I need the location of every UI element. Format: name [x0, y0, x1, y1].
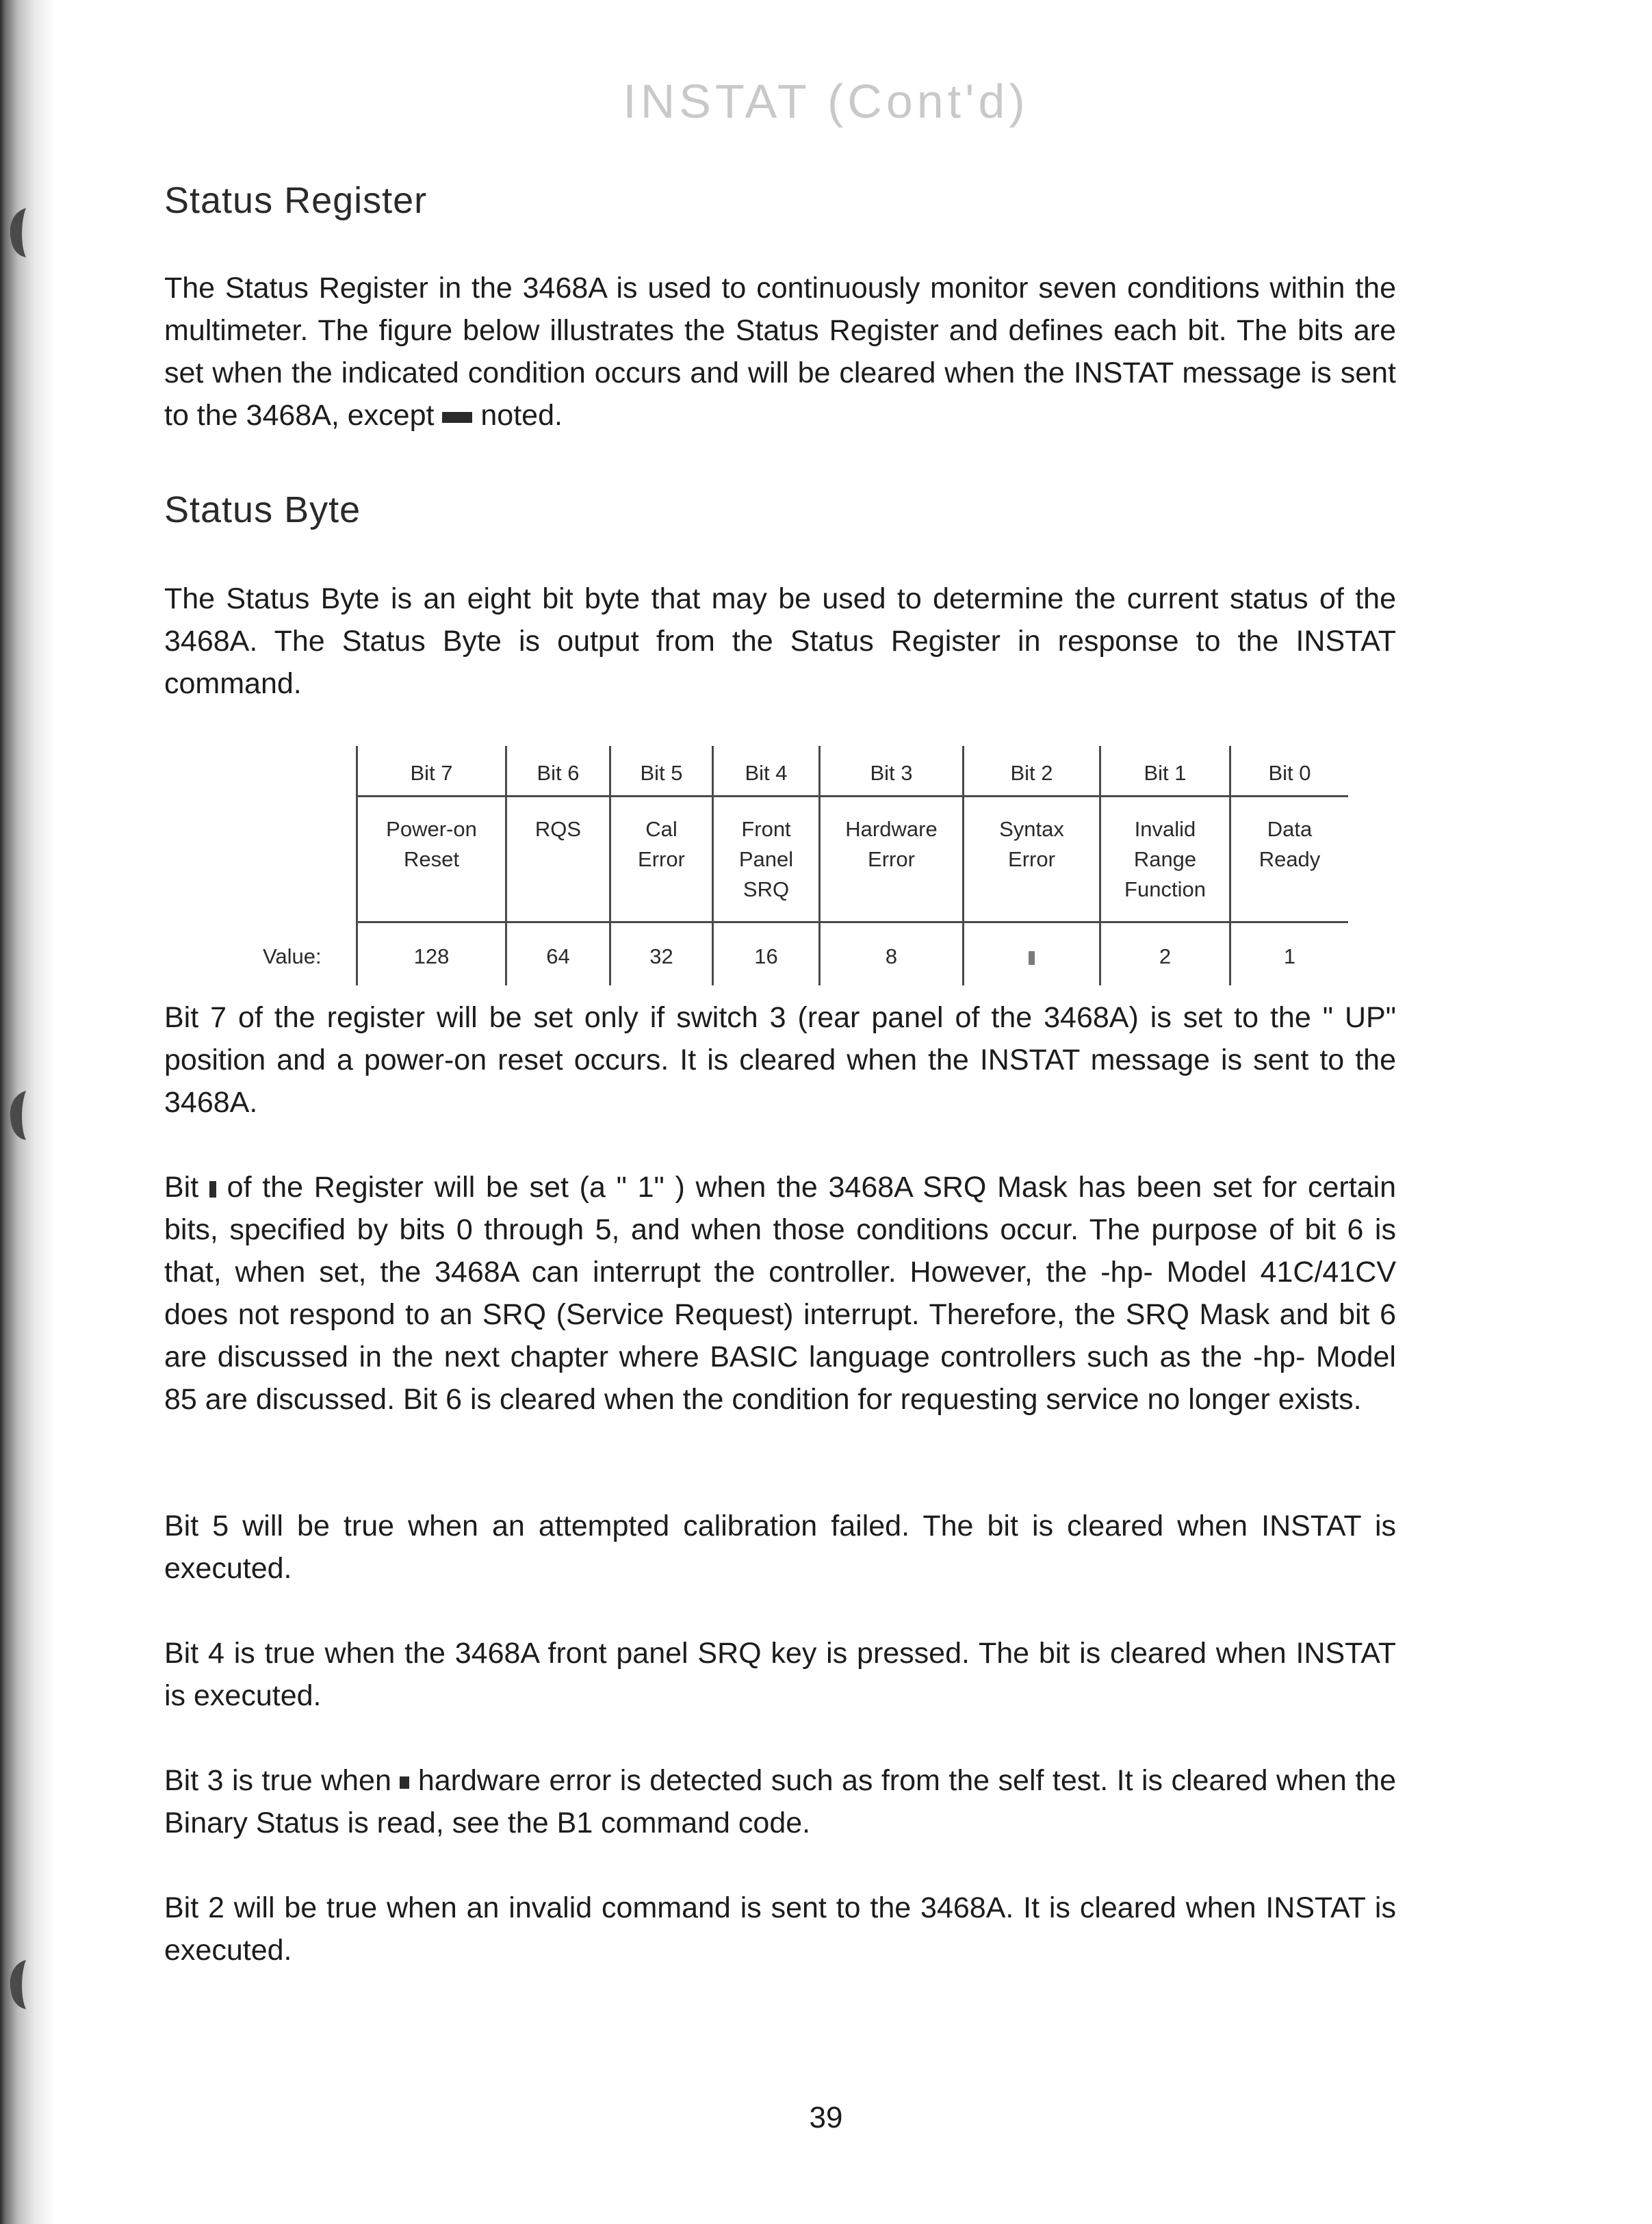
running-head: INSTAT (Cont'd): [623, 75, 1029, 128]
desc-line: RQS: [534, 817, 582, 841]
desc-line: Reset: [404, 847, 459, 871]
bit-description: [964, 814, 1099, 875]
desc-line: Error: [1008, 847, 1055, 871]
bit-description: [507, 814, 609, 844]
bit-value: 32: [649, 944, 673, 968]
bit-description: [1101, 814, 1229, 905]
desc-line: SRQ: [743, 877, 790, 901]
desc-line: Function: [1124, 877, 1206, 901]
bit5-paragraph: Bit 5 will be true when an attempted calibration failed. The bit is cleared when INSTAT is executed.: [164, 1510, 1396, 1585]
bit-label: Bit 4: [745, 761, 788, 785]
desc-line: Syntax: [999, 817, 1064, 841]
bit-value: 64: [546, 944, 570, 968]
desc-line: Cal: [645, 817, 677, 841]
paragraph-text: noted.: [480, 399, 563, 432]
bit-value: [964, 942, 1099, 972]
desc-line: Range: [1133, 847, 1197, 871]
desc-line: Data: [1267, 817, 1313, 841]
paragraph-text: Bit 3 is true when: [164, 1764, 391, 1797]
bit3-paragraph: [164, 1759, 1396, 1844]
bit-value: 2: [1159, 944, 1172, 968]
desc-line: Hardware: [845, 817, 938, 841]
paragraph-text: The Status Register in the 3468A is used to continuously monitor seven conditions within the multimeter. The figure below illustrates the Status Register and defines each bit. The bits are set when the indicated condition occurs and will be cleared when the INSTAT message is sent to the 3468A, except: [164, 272, 1396, 432]
desc-line: Ready: [1259, 847, 1321, 871]
bit2-paragraph: Bit 2 will be true when an invalid command is sent to the 3468A. It is cleared when INSTAT is executed.: [164, 1891, 1396, 1967]
bit-value: 128: [413, 944, 450, 968]
bit-value: 8: [885, 944, 898, 968]
bit-value: 1: [1283, 944, 1296, 968]
value-label: Value:: [263, 944, 322, 968]
bit-description: [821, 814, 962, 875]
status-byte-figure: [0, 746, 1652, 992]
bit-label: Bit 3: [870, 761, 913, 785]
bit7-paragraph: Bit 7 of the register will be set only if switch 3 (rear panel of the 3468A) is set to the " UP" position and a power-on reset occurs. It is cleared when the INSTAT message is sent to the 3468A.: [164, 1001, 1396, 1119]
desc-line: Power-on: [386, 817, 477, 841]
bit-value: 16: [754, 944, 778, 968]
page-number: 39: [809, 2101, 843, 2134]
binder-ring-icon: [5, 205, 34, 260]
binder-ring-icon: [5, 1957, 34, 2012]
heading-status-byte: Status Byte: [164, 489, 361, 530]
bit-label: Bit 5: [640, 761, 683, 785]
desc-line: Invalid: [1134, 817, 1196, 841]
ink-blot: [1029, 951, 1035, 965]
bit-description: [714, 814, 818, 905]
bit-description: [1231, 814, 1348, 875]
desc-line: Error: [638, 847, 685, 871]
bit-description: [358, 814, 505, 875]
ink-blot: [442, 412, 472, 423]
bit-description: [611, 814, 712, 875]
status-register-paragraph: [164, 267, 1396, 437]
binder-ring-icon: [5, 1088, 34, 1143]
bit-label: Bit 2: [1010, 761, 1053, 785]
bit4-paragraph: Bit 4 is true when the 3468A front panel SRQ key is pressed. The bit is cleared when INSTAT is executed.: [164, 1637, 1396, 1712]
bit-label: Bit 1: [1144, 761, 1187, 785]
ink-blot: [400, 1776, 409, 1789]
bit-label: Bit 0: [1268, 761, 1311, 785]
paragraph-text: hardware error is detected such as from the self test. It is cleared when the Binary Status is read, see the B1 command code.: [164, 1764, 1397, 1839]
heading-status-register: Status Register: [164, 180, 428, 221]
desc-line: Panel: [738, 847, 794, 871]
desc-line: Error: [868, 847, 915, 871]
ink-blot: [209, 1181, 216, 1198]
status-byte-paragraph: The Status Byte is an eight bit byte that may be used to determine the current status of the 3468A. The Status Byte is output from the Status Register in response to the INSTAT command.: [164, 582, 1396, 700]
bit-label: Bit 6: [537, 761, 580, 785]
paragraph-text: Bit: [164, 1171, 199, 1204]
desc-line: Front: [741, 817, 791, 841]
paragraph-text: of the Register will be set (a " 1" ) when the 3468A SRQ Mask has been set for certain bits, specified by bits 0 through 5, and when those conditions occur. The purpose of bit 6 is that, when set, the 3468A can interrupt the controller. However, the -hp- Model 41C/41CV does not respond to an SRQ (Service Request) interrupt. Therefore, the SRQ Mask and bit 6 are discussed in the next chapter where BASIC language controllers such as the -hp- Model 85 are discussed. Bit 6 is cleared when the condition for requesting service no longer exists.: [164, 1171, 1397, 1416]
bit-label: Bit 7: [410, 761, 453, 785]
bit6-paragraph: [164, 1166, 1396, 1421]
